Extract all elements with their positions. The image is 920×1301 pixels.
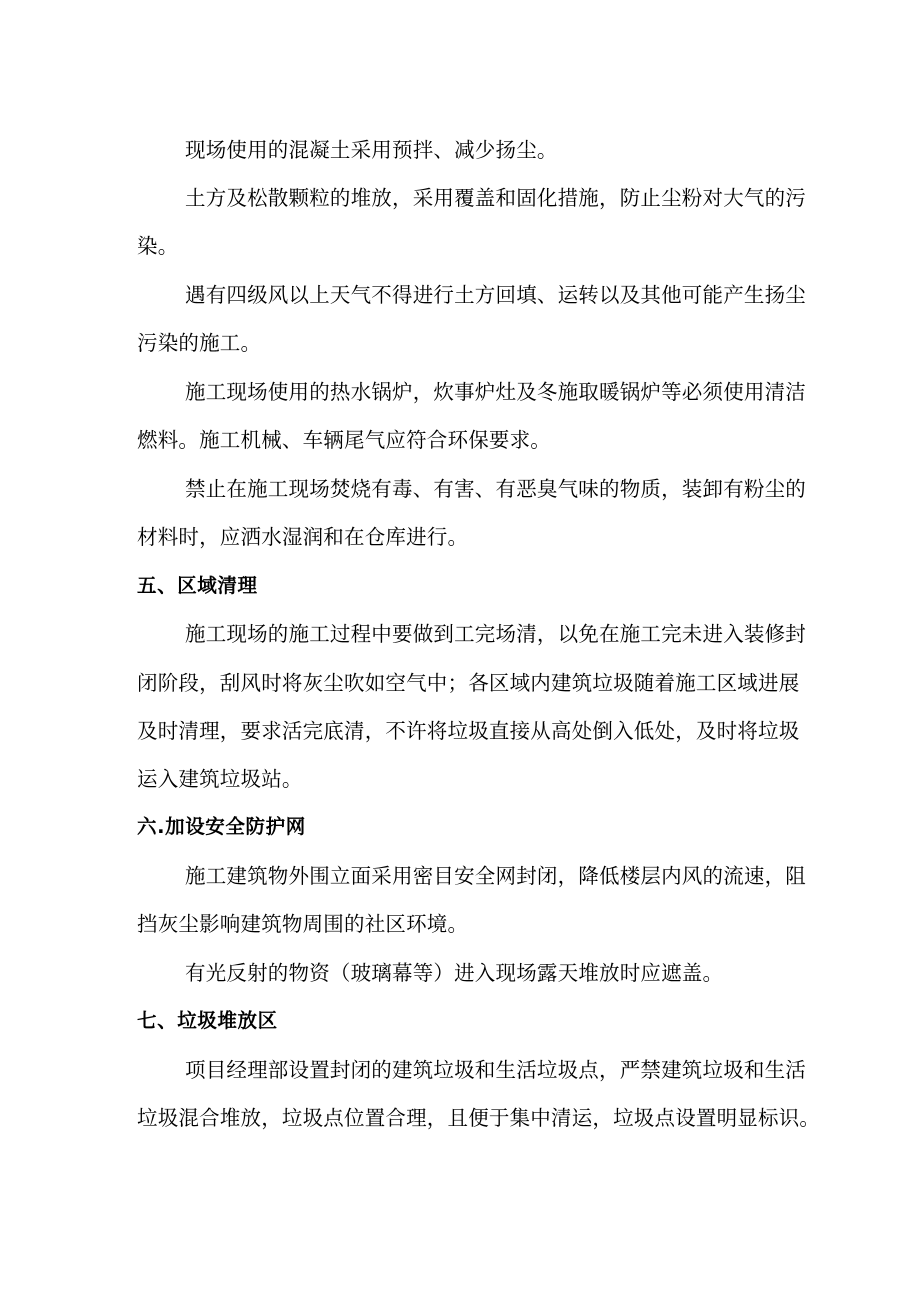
paragraph-line: 挡灰尘影响建筑物周围的社区环境。	[137, 912, 469, 936]
paragraph-line: 垃圾混合堆放，垃圾点位置合理，且便于集中清运，垃圾点设置明显标识。	[137, 1106, 821, 1130]
paragraph-line: 闭阶段，刮风时将灰尘吹如空气中；各区域内建筑垃圾随着施工区域进展	[137, 671, 800, 695]
paragraph-line: 项目经理部设置封闭的建筑垃圾和生活垃圾点，严禁建筑垃圾和生活	[185, 1058, 806, 1082]
paragraph-line: 运入建筑垃圾站。	[137, 767, 303, 791]
paragraph-line: 污染的施工。	[137, 331, 262, 355]
paragraph-line: 燃料。施工机械、车辆尾气应符合环保要求。	[137, 428, 551, 452]
section-heading: 六.加设安全防护网	[137, 815, 306, 838]
section-heading: 五、区域清理	[137, 574, 258, 597]
paragraph-line: 及时清理，要求活完底清，不许将垃圾直接从高处倒入低处，及时将垃圾	[137, 719, 800, 743]
paragraph-line: 有光反射的物资（玻璃幕等）进入现场露天堆放时应遮盖。	[185, 961, 724, 985]
paragraph-line: 施工现场使用的热水锅炉，炊事炉灶及冬施取暖锅炉等必须使用清洁	[185, 380, 806, 404]
paragraph-line: 现场使用的混凝土采用预拌、减少扬尘。	[185, 138, 558, 162]
paragraph-line: 禁止在施工现场焚烧有毒、有害、有恶臭气味的物质，装卸有粉尘的	[185, 477, 806, 501]
paragraph-line: 材料时，应洒水湿润和在仓库进行。	[137, 525, 469, 549]
paragraph-line: 土方及松散颗粒的堆放，采用覆盖和固化措施，防止尘粉对大气的污	[185, 186, 806, 210]
paragraph-line: 染。	[137, 234, 179, 258]
paragraph-line: 施工建筑物外围立面采用密目安全网封闭，降低楼层内风的流速，阻	[185, 864, 806, 888]
paragraph-line: 施工现场的施工过程中要做到工完场清，以免在施工完未进入装修封	[185, 622, 806, 646]
paragraph-line: 遇有四级风以上天气不得进行土方回填、运转以及其他可能产生扬尘	[185, 283, 806, 307]
section-heading: 七、垃圾堆放区	[137, 1009, 278, 1032]
